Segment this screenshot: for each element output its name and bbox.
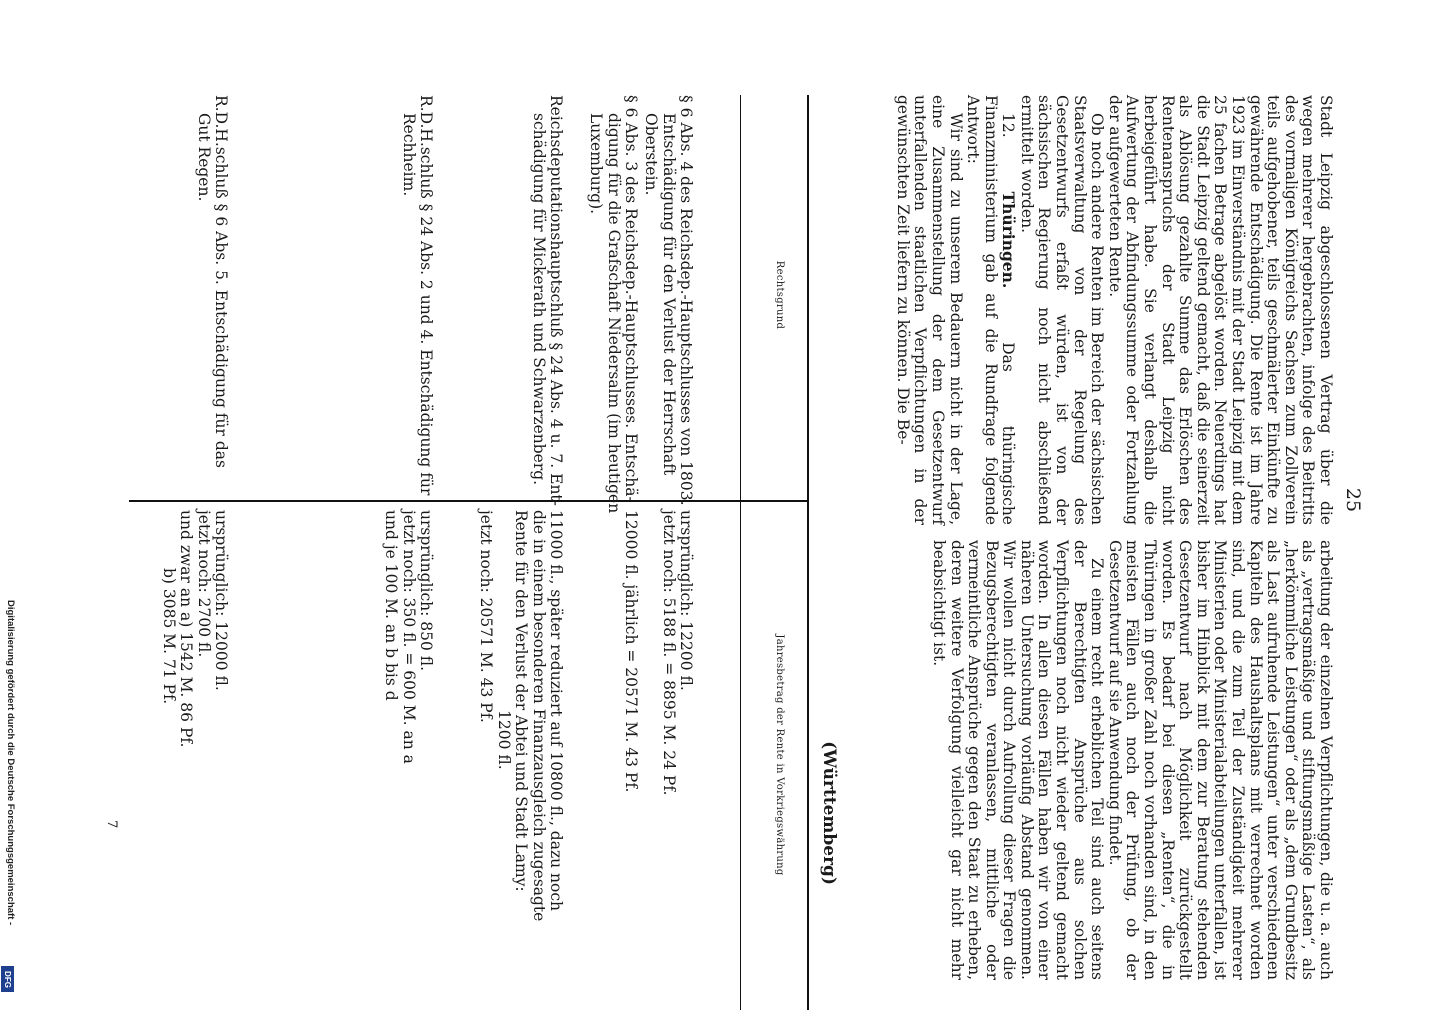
table-row: [659, 510, 694, 1000]
table-cell-line: jetzt noch: 350 fl. = 600 M. an a: [399, 510, 418, 764]
table-cell-line: R.D.H.schluß § 24 Abs. 2 und 4. Entschädigung für: [417, 95, 435, 496]
table-row: [399, 95, 434, 495]
table-row: [382, 510, 434, 1000]
table-cell-line: jetzt noch: 5188 fl. = 8895 M. 24 Pf.: [659, 510, 678, 796]
paragraph: arbeitung der einzelnen Verpflichtungen, die u. a. auch als „vertragsmäßige und stiftungsmäßige Lasten“, als „herkömmliche Leistungen“ oder als „dem Grundbesitz als Last aufruhende Leistungen“ unter verschiedenen Kapiteln des Haushaltsplans mit verrechnet worden sind, und die zum Teil der Zuständigkeit mehrerer Ministerien oder Ministerialabteilungen unterfallen, ist bisher im Hinblick mit dem zur Beratung stehenden Gesetzentwurf nach Möglichkeit zurückgestellt worden. Es bedarf bei diesen „Renten“, die in Thüringen in großer Zahl noch vorhanden sind, in den meisten Fällen auch noch der Prüfung, ob der Gesetzentwurf auf sie Anwendung findet.: [1105, 540, 1335, 980]
table-header-left: Rechtsgrund: [774, 260, 785, 330]
table-cell-line: R.D.H.schluß § 6 Abs. 5. Entschädigung für das: [212, 95, 230, 468]
table-cell-line: § 6 Abs. 3 des Reichsdep.-Hauptschlusses. Entschä-: [622, 95, 640, 502]
dfg-logo-text: DFG: [3, 970, 13, 988]
table-top-rule: [807, 95, 809, 1010]
table-cell-line: ursprünglich: 12200 fl.: [677, 510, 695, 691]
left-text-column: [893, 95, 1334, 525]
signature-mark: 7: [104, 820, 119, 829]
table-cell-line: digung für die Grafschaft Niedersalm (im heutigen: [604, 113, 623, 514]
table-cell-line: Oberstein.: [642, 113, 661, 196]
table-row: [529, 95, 565, 506]
table-cell-line: 11000 fl., später reduziert auf 10800 fl., dazu noch: [547, 510, 565, 912]
table-row: [477, 510, 564, 1000]
table-cell-line: Luxemburg).: [587, 113, 606, 215]
table-cell-line: Entschädigung für den Verlust der Herrschaft: [659, 113, 678, 476]
paragraph: Wir sind zu unserem Bedauern nicht in der Lage, eine Zusammenstellung der dem Gesetzentwurf unterfallenden staatlichen Verpflichtungen in der gewünschten Zeit liefern zu können. Die Be-: [893, 95, 965, 525]
right-text-column: [929, 540, 1334, 980]
table-cell-line: Rente für den Verlust der Abtei und Stadt Lamy:: [512, 510, 531, 892]
table-cell-line: Reichsdeputationshauptschluß § 24 Abs. 4 u. 7. Ent-: [547, 95, 565, 506]
table-cell-line: und zwar an a) 1542 M. 86 Pf.: [177, 510, 196, 748]
table-cell-line: b) 3085 M. 71 Pf.: [159, 568, 178, 705]
table-cell-line: ursprünglich: 850 fl.: [417, 510, 435, 672]
paragraph: [964, 95, 1018, 525]
table-cell-line: Rechheim.: [399, 113, 418, 197]
table-cell-line: die in einem besonderen Finanzausgleich zugesagte: [529, 510, 548, 922]
section-number: 12.: [999, 113, 1018, 138]
digitization-footer: [2, 600, 16, 994]
table-column-divider: [129, 500, 809, 502]
table-cell-line: ursprünglich: 12000 fl.: [212, 510, 230, 691]
paragraph: Ob noch andere Renten im Bereich der sächsischen Staatsverwaltung von der Regelung des Gesetzentwurfs erfaßt würden, ist von der sächsischen Regierung noch nicht abschließend ermittelt worden.: [1017, 95, 1107, 525]
table-header-right: Jahresbetrag der Rente in Vorkriegswährung: [774, 634, 785, 876]
table-cell-line: 1200 fl.: [494, 710, 513, 770]
paragraph: Zu einem recht erheblichen Teil sind auch seitens der Berechtigten Ansprüche aus solchen Verpflichtungen noch nicht wieder geltend gemacht worden. In allen diesen Fällen haben wir von einer näheren Untersuchung vorläufig Abstand genommen. Wir wollen nicht durch Aufrollung dieser Fragen die Bezugsberechtigten veranlassen, mittliche oder vermeintliche Ansprüche gegen den Staat zu erheben, deren weitere Verfolgung vielleicht gar nicht mehr beabsichtigt ist.: [929, 540, 1107, 980]
table-row: [642, 95, 695, 506]
footer-text: Digitalisierung gefördert durch die Deutsche Forschungsgemeinschaft -: [5, 600, 16, 926]
table-cell-line: § 6 Abs. 4 des Reichsdep.-Hauptschlusses von 1803.: [677, 95, 695, 506]
table-row: [587, 95, 640, 514]
table-row: [194, 95, 229, 495]
table-cell-line: jetzt noch: 2700 fl.: [194, 510, 213, 658]
section-text: Das thüringische Finanzministerium gab auf die Rundfrage folgende Antwort:: [964, 95, 1018, 525]
section-heading: Thüringen.: [999, 191, 1019, 289]
table-cell-line: jetzt noch: 20571 M. 43 Pf.: [477, 510, 496, 723]
dfg-logo: [1, 966, 14, 992]
paragraph: Stadt Leipzig abgeschlossenen Vertrag über die wegen mehrerer hergebrachten, infolge des Beitritts des vormaligen Königreichs Sachsen zum Zollverein teils aufgehobener, teils geschmälerter Einkünfte zu gewährende Entschädigung. Die Rente ist im Jahre 1923 im Einverständnis mit der Stadt Leipzig mit dem 25 fachen Betrage abgelöst worden. Neuerdings hat die Stadt Leipzig geltend gemacht, daß die seinerzeit als Ablösung gezahlte Summe das Erlöschen des Rentenanspruchs der Stadt Leipzig nicht herbeigeführt habe. Sie verlangt deshalb die Aufwertung der Abfindungssumme oder Fortzahlung der aufgewerteten Rente.: [1105, 95, 1335, 525]
table-row: [159, 510, 229, 1000]
table-cell-line: und je 100 M. an b bis d: [382, 510, 401, 701]
table-cell-line: 12000 fl. jährlich = 20571 M. 43 Pf.: [622, 510, 640, 793]
table-row: [622, 510, 639, 1000]
table-header-rule: [740, 95, 741, 1010]
table-cell-line: Gut Regen.: [194, 113, 213, 202]
running-title: (Württemberg): [819, 741, 839, 885]
page-number: 25: [1342, 487, 1364, 513]
table-cell-line: schädigung für Mickerath und Schwarzenberg.: [529, 113, 548, 486]
